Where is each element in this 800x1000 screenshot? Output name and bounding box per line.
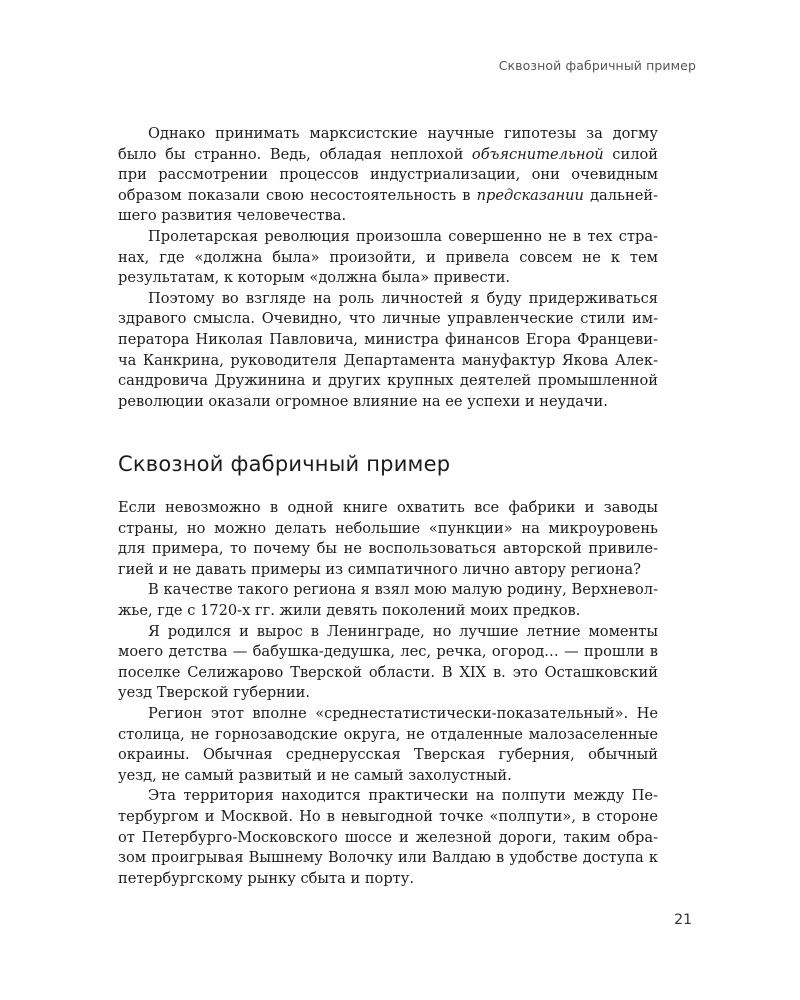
paragraph: Если невозможно в одной книге охватить все фабрики и заводы страны, но можно делать небольшие «пункции» на микроуровень для примера, то почему бы не воспользоваться авторской привилегией и не давать примеры из симпатичного лично автору региона? — [118, 499, 658, 578]
paragraph: Пролетарская революция произошла совершенно не в тех странах, где «должна была» произойти, и привела совсем не к тем результатам, к которым «должна была» привести. — [118, 227, 658, 287]
paragraph: Эта территория находится практически на полпути между Петербургом и Москвой. Но в невыгодной точке «полпути», в стороне от Петербурго-Московского шоссе и железной дороги, таким образом проигрывая Вышнему Волочку или Валдаю в удобстве доступа к петербургскому рынку сбыта и порту. — [118, 787, 658, 887]
page-number: 21 — [674, 912, 692, 928]
paragraph: Поэтому во взгляде на роль личностей я буду придерживаться здравого смысла. Очевидно, что личные управленческие стили императора Николая Павловича, министра финансов Егора Францевича Канкрина, руководителя Департамента мануфактур Якова Александровича Дружинина и других крупных деятелей промышленной революции оказали огромное влияние на ее успехи и неудачи. — [118, 289, 658, 410]
section-text-block — [118, 498, 658, 889]
paragraph: В качестве такого региона я взял мою малую родину, Верхневолжье, где с 1720-х гг. жили девять поколений моих предков. — [118, 581, 658, 619]
intro-text-block — [118, 124, 658, 412]
paragraph-text: силой при рассмотрении процессов индустриализации, они очевидным образом показали свою несостоятельность в — [118, 145, 658, 204]
paragraph: Регион этот вполне «среднестатистически-показательный». Не столица, не горнозаводские округа, не отдаленные малозаселенные окраины. Обычная среднерусская Тверская губерния, обычный уезд, не самый развитый и не самый захолустный. — [118, 704, 658, 784]
paragraph-text: дальнейшего развития человечества. — [118, 186, 658, 225]
emphasis-text: объяснительной — [471, 145, 604, 163]
paragraph — [118, 124, 658, 227]
emphasis-text: предсказании — [476, 186, 584, 204]
paragraph: Я родился и вырос в Ленинграде, но лучшие летние моменты моего детства — бабушка-дедушка, лес, речка, огород… — прошли в поселке Селижарово Тверской области. В XIX в. это Осташковский уезд Тверской губернии. — [118, 622, 658, 702]
paragraph-text: Однако принимать марксистские научные гипотезы за догму было бы странно. Ведь, обладая неплохой — [118, 125, 658, 163]
section-heading: Сквозной фабричный пример — [118, 452, 451, 476]
running-header: Сквозной фабричный пример — [498, 58, 696, 73]
